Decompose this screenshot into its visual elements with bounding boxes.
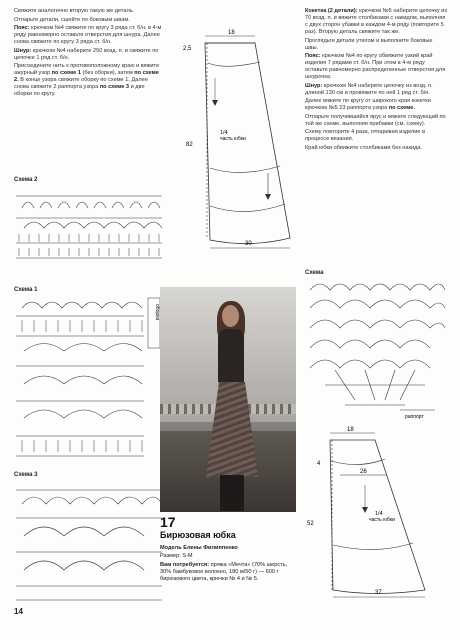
photo-jacket [218, 329, 244, 384]
schema2-label: Схема 2 [14, 177, 38, 183]
article-size: Размер: S-M [160, 553, 193, 559]
left-p2: Отпарьте детали, сшейте по боковым швам. [14, 16, 130, 23]
shnur-label: Шнур: [305, 82, 323, 89]
kokhetka-label: Кокетка (2 детали): [305, 8, 358, 14]
dim-top-quarter: 1/4 [220, 130, 228, 136]
left-p1: Свяжите аналогично вторую такую же деталь. [14, 8, 135, 14]
schema1-chart [14, 296, 164, 471]
kokhetka-text: крючком №5 наберите цепочку из 70 возд. п. и вяжите столбиками с накидом, выполняя с двух сторон убавки в каждом 4-м ряду (повторите 5 раз). Вторую деталь свяжите так же. [305, 8, 447, 35]
materials-text: пряжа «Мечта» (70% шерсть, 30% бамбуковое волокно, 180 м/50 г) — 600 г бирюзового цвета, крючки № 4 и № 5. [160, 562, 288, 582]
dim-bot-width: 18 [347, 427, 354, 433]
right-s4: Край юбки обвяжите столбиками без накида. [305, 144, 422, 151]
dim-bot-height: 52 [307, 521, 314, 527]
left-p5d: по схеме 2. [14, 70, 159, 83]
left-p5g: и две оборки по кругу. [14, 84, 145, 97]
article-model: Модель Елены Филиппенко [160, 545, 238, 551]
article-title: Бирюзовая юбка [160, 530, 236, 540]
dim-top-side: 2,5 [183, 46, 192, 52]
left-p3: крючком №4 свяжите по кругу 3 ряда ст. б/н, в 4-м ряду равномерно оставьте отверстия для шнура. Далее снова свяжите по кругу 3 ряда ст. б/н. [14, 25, 162, 45]
dim-top-bottom: 30 [245, 241, 252, 247]
kokhetka-text-2: Проглядьте детали утюгом и выполните боковые швы. [305, 37, 433, 51]
dim-bot-quarter: 1/4 [375, 511, 383, 517]
dim-top-height: 82 [186, 142, 193, 148]
dim-bot-mid: 26 [360, 469, 367, 475]
left-p5f: по схеме 3 [99, 84, 130, 90]
left-p5b: по схеме 1 [51, 70, 81, 76]
dim-bot-side: 4 [317, 461, 321, 467]
left-p4-label: Шнур: [14, 47, 32, 54]
schema1-label: Схема 1 [14, 287, 38, 293]
dim-top-width: 18 [228, 30, 235, 36]
right-instructions [305, 8, 447, 153]
right-s3: Схему повторите 4 раза, отпаривая изделие в процессе вязания. [305, 129, 426, 142]
schema-chart [305, 280, 450, 420]
right-s1a: Далее вяжите по кругу от широкого края кокетки крючком №5 23 раппорта узора [305, 98, 431, 111]
left-p5c: (без оборки), затем [80, 70, 135, 76]
poyas-label: Пояс: [305, 53, 321, 59]
skirt-pattern-bottom [305, 425, 445, 600]
left-instructions [14, 8, 162, 100]
skirt-pattern-top [180, 28, 300, 253]
dim-top-quarter-label: часть юбки [220, 136, 246, 142]
left-p4: крючком №4 наберите 250 возд. п. и свяжите по цепочке 1 ряд ст. б/н. [14, 47, 159, 61]
page-number: 14 [14, 607, 23, 616]
left-p3-label: Пояс: [14, 25, 30, 31]
left-p5e: В конце узора свяжите оборку по схеме 1. Далее снова свяжите 2 раппорта узора [14, 77, 148, 90]
photo-head [222, 305, 239, 327]
rapport-label: раппорт [405, 414, 424, 420]
oborka-label: оборка [154, 304, 160, 321]
schema3-chart [14, 482, 164, 607]
poyas-text: крючком №4 по кругу обвяжите узкий край изделия 7 рядами ст. б/н. При этом в 4-м ряду оставьте равномерно распределенные отверстия для шнурочка. [305, 53, 446, 80]
model-photo [160, 287, 296, 512]
shnur-text: крючком №4 наберите цепочку из возд. п. длиной 130 см и провяжите по ней 1 ряд ст. б/н. [305, 82, 433, 96]
schema2-chart [14, 188, 164, 268]
dim-bot-quarter-label: часть юбки [369, 517, 395, 523]
article-number: 17 [160, 514, 176, 530]
right-s2: Отпарьте получившийся ярус и вяжите следующий по той же схеме, выполняя прибавки (см. схему). [305, 113, 446, 127]
right-s1b: по схеме. [388, 105, 415, 111]
article-materials [160, 562, 298, 583]
dim-bot-bottom: 37 [375, 590, 382, 596]
photo-boots [220, 475, 244, 511]
schema-label: Схема [305, 270, 324, 276]
materials-label: Вам потребуется: [160, 562, 210, 568]
left-p5a: Присоедините нить к противоположному краю и вяжите ажурный узор [14, 63, 160, 76]
schema3-label: Схема 3 [14, 472, 38, 478]
